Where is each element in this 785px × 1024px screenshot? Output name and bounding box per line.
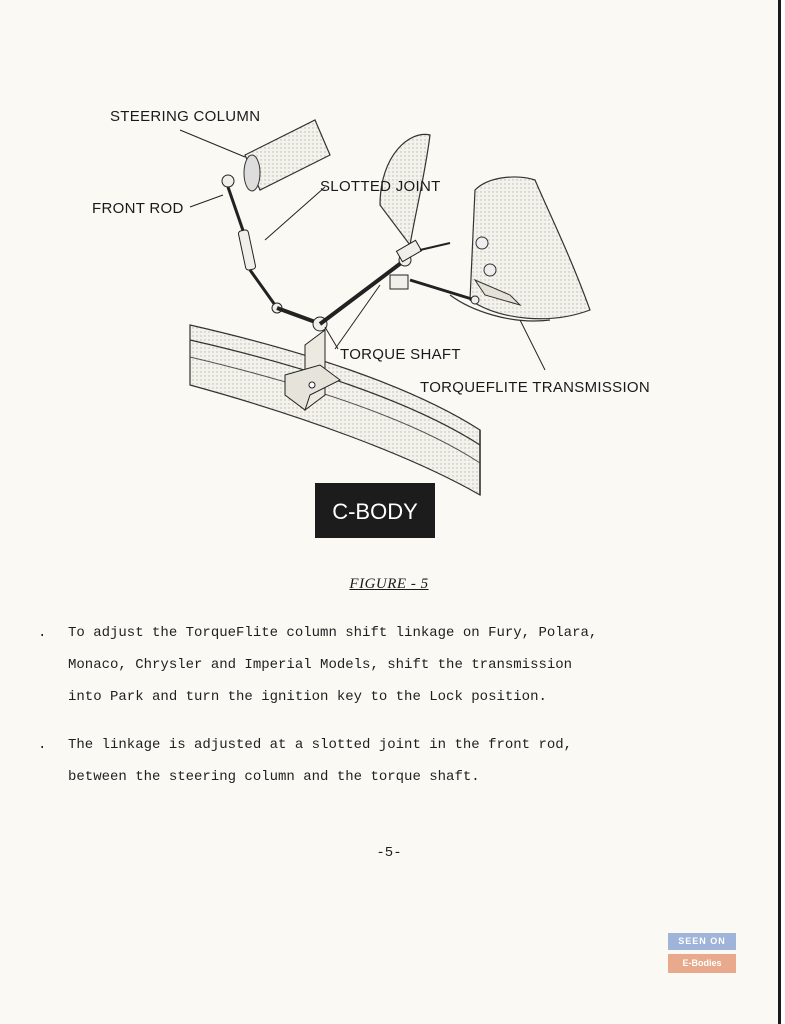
page-number: -5-: [376, 845, 402, 861]
label-steering-column: STEERING COLUMN: [110, 108, 261, 125]
figure-caption-text: FIGURE - 5: [349, 576, 429, 592]
figure-caption: [0, 576, 778, 593]
watermark-top-text: SEEN ON: [668, 933, 736, 950]
paragraph-line: The linkage is adjusted at a slotted joint in the front rod,: [68, 737, 573, 753]
label-slotted-joint: SLOTTED JOINT: [320, 178, 441, 195]
torque-shaft-shape: [320, 240, 479, 324]
watermark-logo: [668, 933, 736, 973]
page-edge: [778, 0, 781, 1024]
transmission-shape: [380, 134, 590, 321]
linkage-illustration: [80, 95, 680, 545]
paragraph-line: into Park and turn the ignition key to the Lock position.: [68, 689, 547, 705]
front-rod-shape: [222, 175, 327, 331]
paragraph-1: [38, 617, 728, 713]
paragraph-line: To adjust the TorqueFlite column shift linkage on Fury, Polara,: [68, 625, 598, 641]
paragraph-line: between the steering column and the torque shaft.: [68, 769, 480, 785]
steering-column-shape: [244, 120, 330, 191]
bullet: .: [38, 737, 47, 753]
bullet: .: [38, 625, 47, 641]
label-torque-shaft: TORQUE SHAFT: [340, 346, 461, 363]
c-body-tag: [315, 483, 435, 538]
paragraph-2: [38, 729, 728, 793]
paragraph-line: Monaco, Chrysler and Imperial Models, shift the transmission: [68, 657, 573, 673]
label-torqueflite-transmission: TORQUEFLITE TRANSMISSION: [420, 379, 651, 396]
c-body-tag-text: C-BODY: [332, 499, 418, 524]
linkage-diagram: [80, 95, 680, 545]
watermark-bottom-text: E-Bodies: [668, 954, 736, 973]
label-front-rod: FRONT ROD: [92, 200, 184, 217]
